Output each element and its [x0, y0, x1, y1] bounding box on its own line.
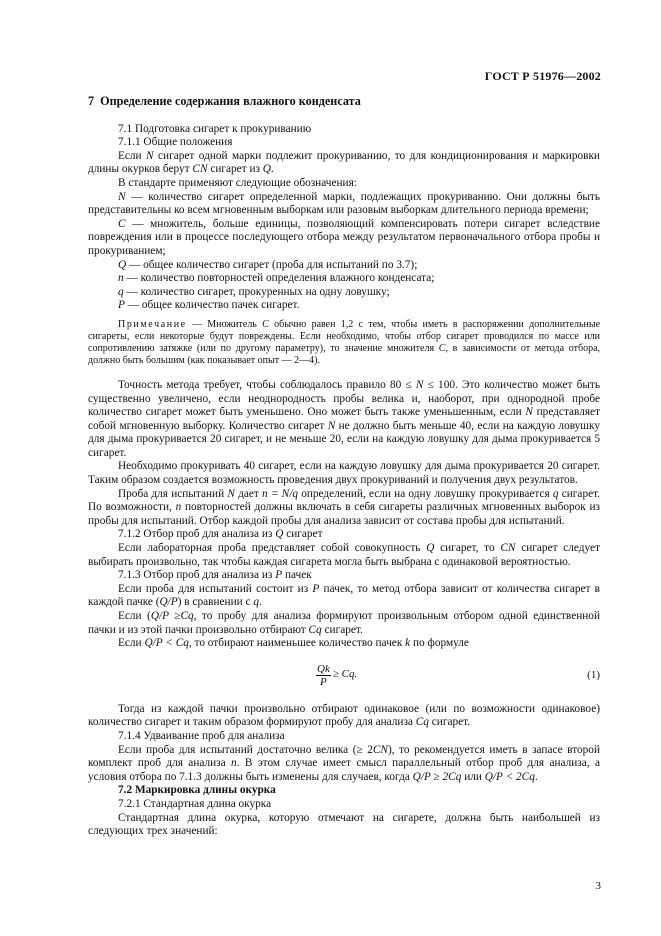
note: Примечание — Множитель C обычно равен 1,2 с тем, чтобы иметь в распоряжении дополнительные сигареты, если некоторые будут повреждены. Если необходимо, чтобы отбор сигарет проводился по массе или сопротивлению затяжке (или по другому параметру), то значение множителя C, в зависимости от метода отбора, должно быть большим (как показывает опыт — 2—4).	[88, 318, 601, 366]
formula-1	[88, 661, 600, 691]
definition-q: q — количество сигарет, прокуренных на одну ловушку;	[118, 285, 390, 298]
definition-P: P — общее количество пачек сигарет.	[118, 299, 300, 312]
paragraph: Точность метода требует, чтобы соблюдалось правило 80 ≤ N ≤ 100. Это количество может быть существенно увеличено, если неоднородность пробы велика и, наоборот, при однородной пробе количество сигарет может быть уменьшено. Оно может быть также уменьшенным, если N представляет собой мгновенную выборку. Количество сигарет N не должно быть меньше 40, если на каждую ловушку для дыма прокуривается 20 сигарет, и не меньше 20, если на каждую ловушку для дыма прокуривается 5 сигарет.	[88, 378, 601, 459]
paragraph: Проба для испытаний N дает n = N/q определений, если на одну ловушку прокуривается q сигарет. По возможности, n повторностей должны включать в себя сигареты различных мгновенных выборок из пробы для испытаний. Отбор каждой пробы для анализа зависит от состава пробы для испытаний.	[88, 487, 601, 527]
subsection-7-1-2: 7.1.2 Отбор проб для анализа из Q сигарет	[118, 528, 323, 541]
subsection-7-2: 7.2 Маркировка длины окурка	[118, 784, 276, 797]
section-heading: 7 Определение содержания влажного конденсата	[88, 94, 361, 108]
standard-code: ГОСТ Р 51976—2002	[484, 69, 601, 83]
paragraph: Если проба для испытаний состоит из P пачек, то метод отбора зависит от количества сигарет в каждой пачке (Q/P) в сравнении с q.	[88, 582, 600, 609]
paragraph: Стандартная длина окурка, которую отмечают на сигарете, должна быть наибольшей из следующих трех значений:	[88, 811, 600, 838]
page-content	[88, 95, 600, 839]
paragraph: Если лабораторная проба представляет собой совокупность Q сигарет, то CN сигарет следует выбирать произвольно, так чтобы каждая сигарета могла быть выбрана с одинаковой вероятностью.	[88, 542, 601, 568]
paragraph: Тогда из каждой пачки произвольно отбирают одинаковое (или по возможности одинаковое) количество сигарет и таким образом формируют пробу для анализа Cq сигарет.	[88, 702, 600, 729]
definition-C: C — множитель, больше единицы, позволяющий компенсировать потери сигарет вследствие повреждения или в процессе последующего отбора между результатом первоначального отбора пробы и прокуриванием;	[88, 217, 600, 257]
subsection-7-1-4: 7.1.4 Удваивание проб для анализа	[118, 729, 285, 742]
page-number: 3	[595, 880, 601, 892]
subsection-7-1-3: 7.1.3 Отбор проб для анализа из P пачек	[118, 569, 312, 582]
definition-n: n — количество повторностей определения влажного конденсата;	[118, 272, 435, 285]
definition-N: N — количество сигарет определенной марки, подлежащих прокуриванию. Они должны быть представительны ко всем мгновенным выборкам или разовым выборкам длительного периода времени;	[88, 190, 600, 217]
paragraph: Если Q/P < Cq, то отбирают наименьшее количество пачек k по формуле	[118, 637, 469, 650]
paragraph: Если проба для испытаний достаточно велика (≥ 2CN), то рекомендуется иметь в запасе второй комплект проб для анализа n. В этом случае имеет смысл параллельный отбор проб для анализа, а условия отбора по 7.1.3 должны быть изменены для случаев, когда Q/P ≥ 2Cq или Q/P < 2Cq.	[88, 743, 601, 783]
subsection-7-2-1: 7.2.1 Стандартная длина окурка	[118, 797, 272, 810]
paragraph: В стандарте применяют следующие обозначения:	[118, 176, 357, 189]
subsection-7-1-1: 7.1.1 Общие положения	[118, 136, 233, 149]
formula-number: (1)	[587, 668, 600, 681]
definition-Q: Q — общее количество сигарет (проба для испытаний по 3.7);	[118, 258, 418, 271]
formula-expression: $\frac{Qk}{P}$ ≥ Cq.	[317, 662, 358, 688]
paragraph: Если N сигарет одной марки подлежит прокуриванию, то для кондиционирования и маркировки длины окурков берут CN сигарет из Q.	[88, 149, 600, 176]
paragraph: Если (Q/P ≥Cq, то пробу для анализа формируют произвольным отбором одной единственной пачки и из этой пачки произвольно отбирают Cq сигарет.	[88, 610, 600, 636]
paragraph: Необходимо прокуривать 40 сигарет, если на каждую ловушку для дыма прокуривается 20 сигарет. Таким образом создается возможность проведения двух прокуриваний и получения двух результатов.	[88, 460, 600, 487]
subsection-7-1: 7.1 Подготовка сигарет к прокуриванию	[118, 122, 312, 135]
